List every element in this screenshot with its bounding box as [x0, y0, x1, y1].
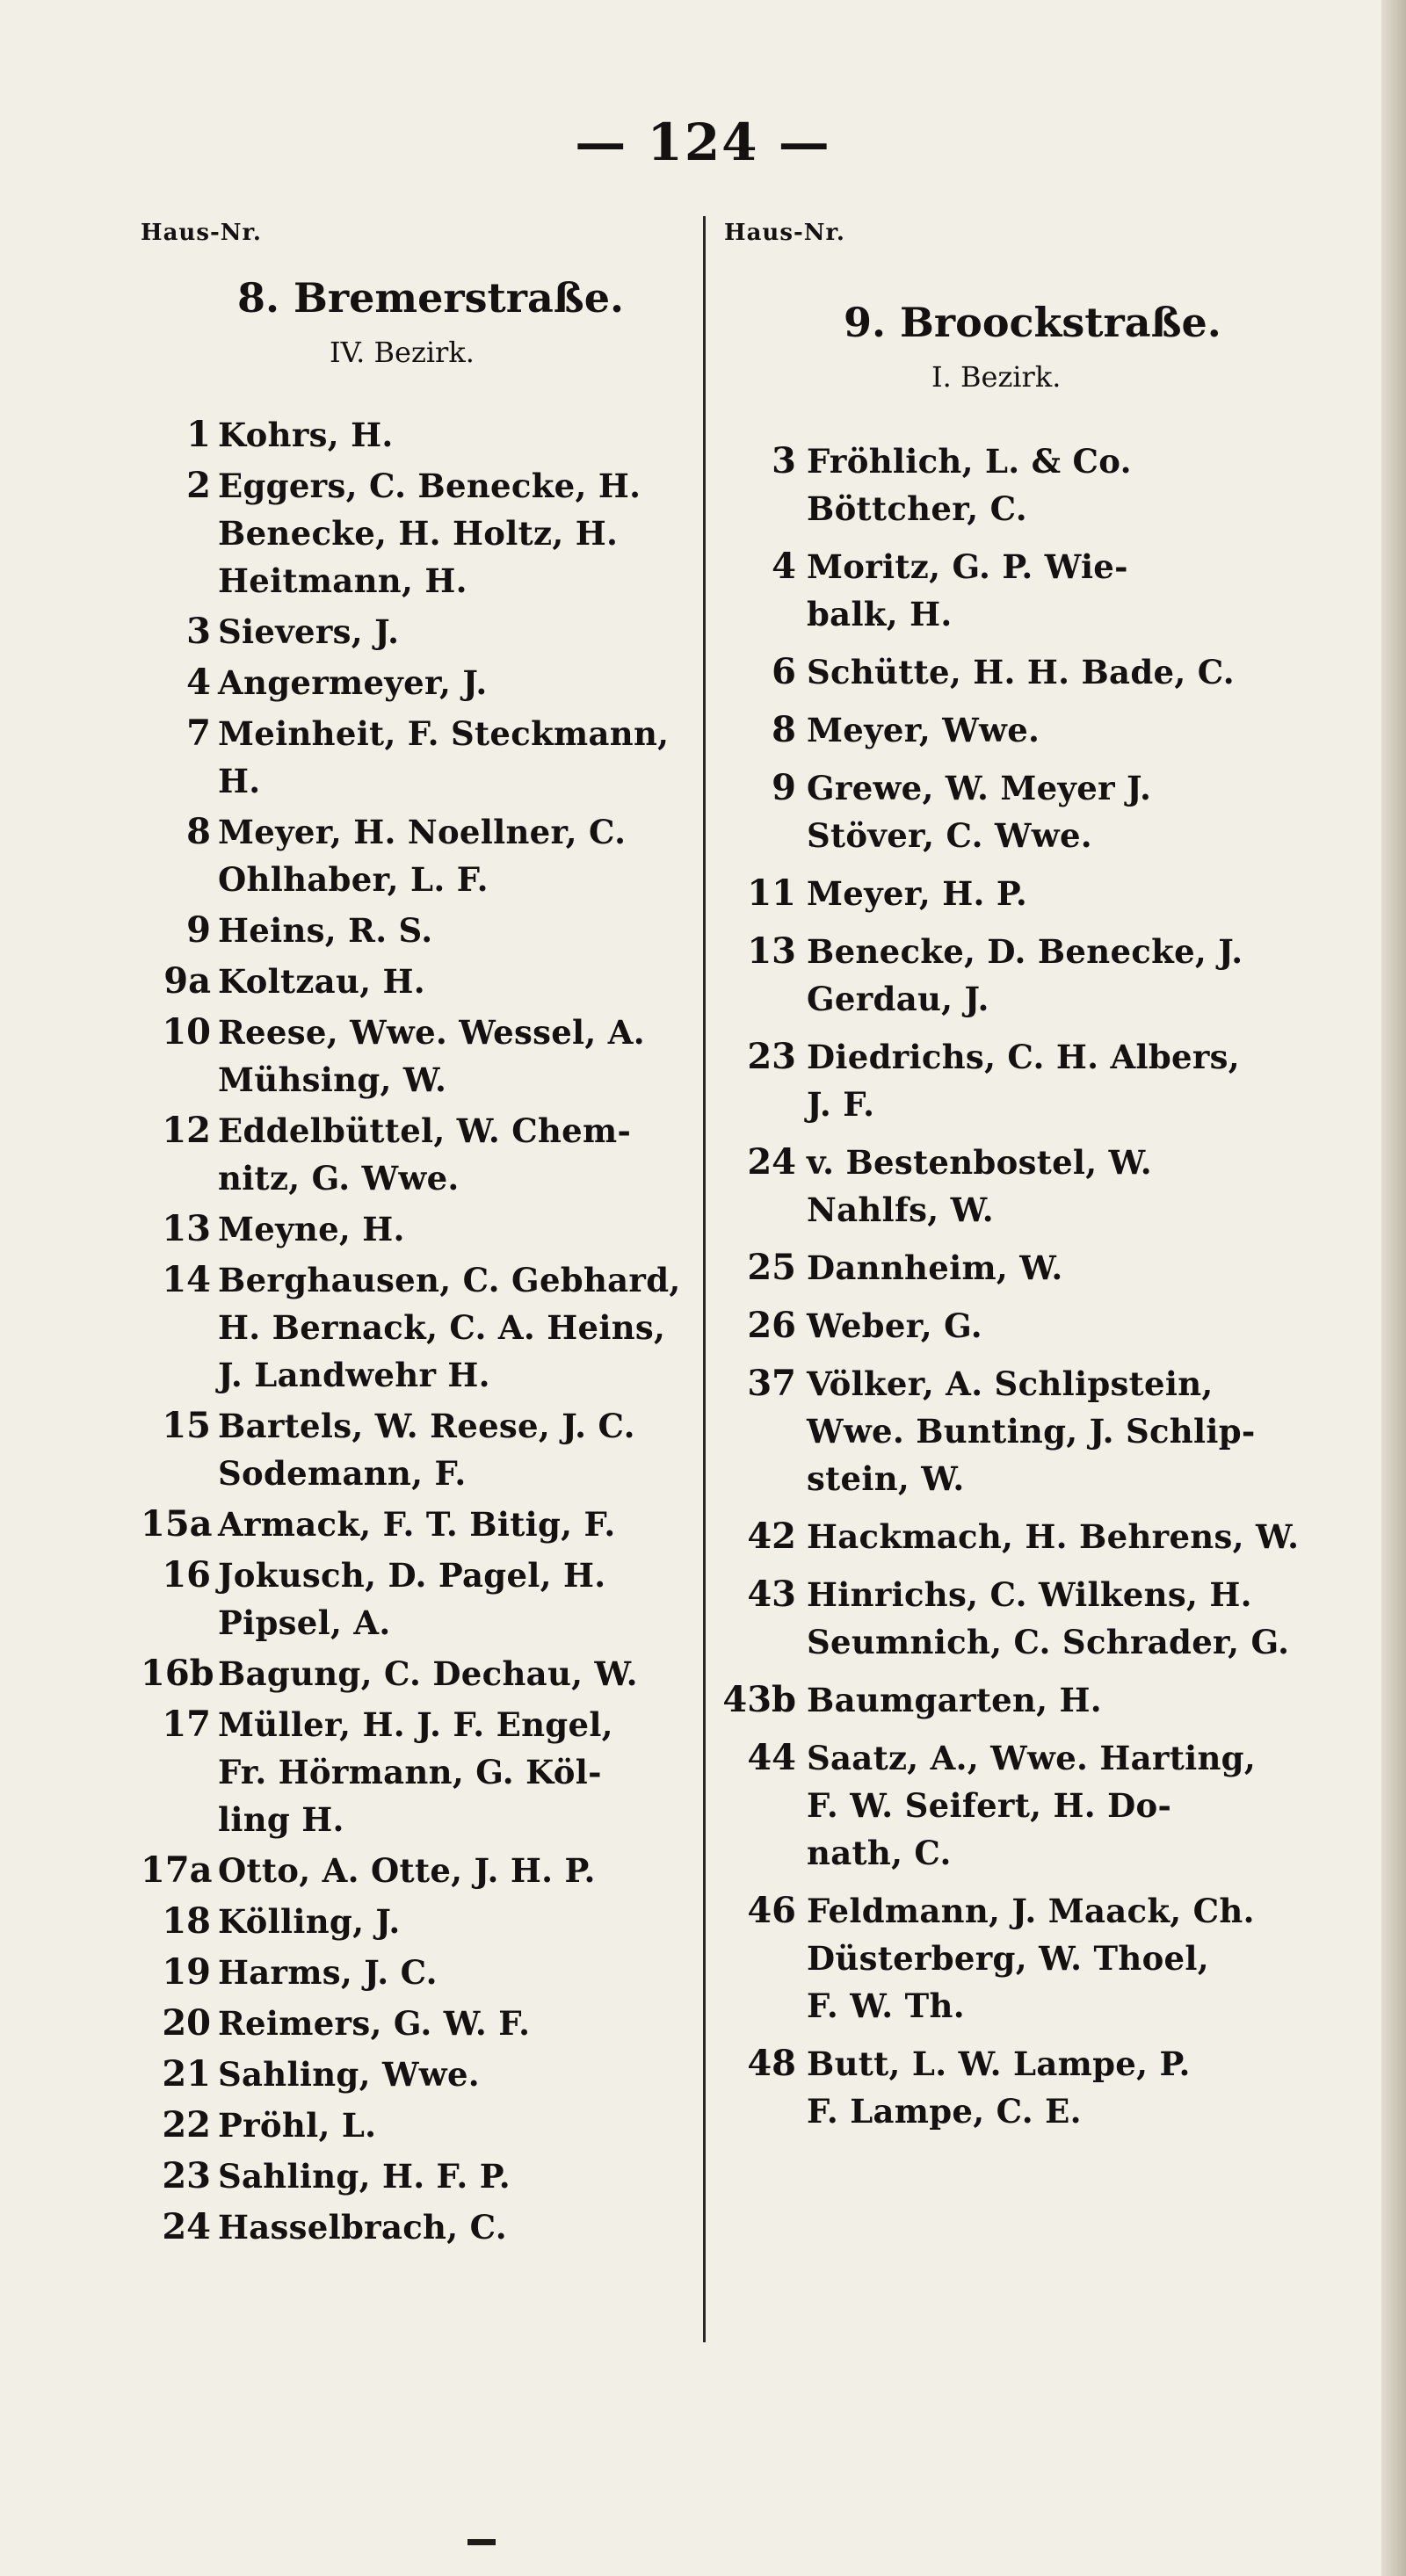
district-label: IV. Bezirk. — [330, 336, 475, 369]
address-entry — [141, 2203, 694, 2251]
address-entry — [712, 928, 1318, 1023]
entry-list — [712, 438, 1318, 2145]
house-number: 24 — [162, 2206, 211, 2247]
column-divider — [703, 216, 706, 2342]
resident-line: Sahling, H. F. P. — [218, 2157, 511, 2196]
address-entry — [141, 2153, 694, 2200]
resident-line: ling H. — [218, 1800, 344, 1839]
resident-names — [218, 1650, 694, 1697]
address-entry — [141, 411, 694, 459]
resident-names — [807, 1139, 1318, 1234]
resident-line: Mühsing, W. — [218, 1060, 447, 1099]
resident-line: Sievers, J. — [218, 612, 400, 651]
house-number: 13 — [747, 930, 796, 972]
resident-names — [218, 411, 694, 459]
resident-line: Reese, Wwe. Wessel, A. — [218, 1013, 645, 1052]
resident-line: Düsterberg, W. Thoel, — [807, 1939, 1209, 1978]
resident-line: Völker, A. Schlipstein, — [807, 1364, 1214, 1403]
resident-line: Sodemann, F. — [218, 1454, 467, 1493]
house-number: 22 — [162, 2104, 211, 2145]
house-number: 43 — [747, 1574, 796, 1615]
house-number: 15 — [162, 1405, 211, 1446]
address-entry — [712, 2040, 1318, 2135]
resident-names — [218, 2203, 694, 2251]
house-number: 42 — [747, 1516, 796, 1557]
resident-line: Bartels, W. Reese, J. C. — [218, 1407, 635, 1445]
resident-line: F. Lampe, C. E. — [807, 2092, 1082, 2131]
address-entry — [141, 808, 694, 903]
resident-line: Otto, A. Otte, J. H. P. — [218, 1851, 596, 1890]
resident-line: Müller, H. J. F. Engel, — [218, 1705, 613, 1744]
house-number: 8 — [186, 811, 211, 852]
house-number: 11 — [747, 872, 796, 914]
resident-line: Armack, F. T. Bitig, F. — [218, 1505, 616, 1544]
resident-line: v. Bestenbostel, W. — [807, 1143, 1152, 1182]
printer-mark — [467, 2539, 496, 2545]
resident-line: Hasselbrach, C. — [218, 2208, 507, 2247]
resident-line: Dannheim, W. — [807, 1248, 1063, 1287]
resident-line: Saatz, A., Wwe. Harting, — [807, 1739, 1257, 1777]
address-entry — [712, 764, 1318, 859]
house-number: 10 — [162, 1011, 211, 1053]
address-entry — [712, 1887, 1318, 2030]
address-entry — [712, 1360, 1318, 1502]
address-entry — [141, 1107, 694, 1202]
resident-line: Bagung, C. Dechau, W. — [218, 1654, 638, 1693]
resident-names — [218, 1107, 694, 1202]
house-number: 7 — [186, 713, 211, 754]
resident-names — [807, 1244, 1318, 1292]
address-entry — [141, 1898, 694, 1945]
page-edge — [1381, 0, 1406, 2576]
house-number: 26 — [747, 1305, 796, 1346]
resident-names — [807, 706, 1318, 754]
resident-names — [807, 870, 1318, 917]
address-entry — [712, 1571, 1318, 1666]
resident-names — [218, 2000, 694, 2047]
resident-line: Meyer, Wwe. — [807, 711, 1040, 749]
entry-list — [141, 411, 694, 2254]
resident-line: Böttcher, C. — [807, 489, 1027, 528]
resident-line: Benecke, D. Benecke, J. — [807, 932, 1243, 971]
resident-line: Diedrichs, C. H. Albers, — [807, 1038, 1240, 1076]
resident-line: Pröhl, L. — [218, 2106, 377, 2145]
resident-names — [807, 2040, 1318, 2135]
resident-line: Heitmann, H. — [218, 561, 467, 600]
house-number: 20 — [162, 2002, 211, 2044]
resident-names — [218, 808, 694, 903]
resident-names — [218, 2153, 694, 2200]
house-number: 3 — [186, 611, 211, 652]
resident-line: Reimers, G. W. F. — [218, 2004, 531, 2043]
page-number: — 124 — — [575, 112, 831, 172]
house-number: 25 — [747, 1247, 796, 1288]
resident-names — [218, 1256, 694, 1399]
address-entry — [141, 2102, 694, 2149]
address-entry — [712, 1734, 1318, 1877]
left-column — [141, 0, 694, 2576]
house-number: 9 — [772, 767, 796, 808]
address-entry — [141, 1501, 694, 1548]
address-entry — [141, 1949, 694, 1996]
resident-names — [807, 1887, 1318, 2030]
resident-names — [218, 958, 694, 1005]
street-title: 8. Bremerstraße. — [237, 274, 625, 322]
resident-names — [807, 1033, 1318, 1128]
resident-line: Kohrs, H. — [218, 416, 394, 454]
house-number: 17 — [162, 1704, 211, 1745]
resident-line: Harms, J. C. — [218, 1953, 438, 1992]
resident-line: stein, W. — [807, 1459, 965, 1498]
resident-names — [218, 1701, 694, 1843]
address-entry — [712, 648, 1318, 696]
resident-line: H. — [218, 762, 261, 800]
house-number: 6 — [772, 651, 796, 692]
resident-line: Koltzau, H. — [218, 962, 425, 1001]
resident-line: Seumnich, C. Schrader, G. — [807, 1623, 1290, 1661]
resident-names — [218, 2102, 694, 2149]
address-entry — [712, 543, 1318, 638]
resident-line: Sahling, Wwe. — [218, 2055, 480, 2094]
resident-line: Stöver, C. Wwe. — [807, 816, 1092, 855]
house-number: 4 — [186, 662, 211, 703]
address-entry — [141, 1009, 694, 1103]
resident-line: F. W. Th. — [807, 1986, 965, 2025]
address-entry — [141, 1701, 694, 1843]
resident-line: nath, C. — [807, 1834, 952, 1872]
right-column — [712, 0, 1318, 2576]
house-number-header: Haus-Nr. — [724, 220, 845, 246]
address-entry — [141, 2051, 694, 2098]
address-entry — [141, 958, 694, 1005]
house-number: 14 — [162, 1259, 211, 1300]
house-number: 48 — [747, 2043, 796, 2084]
resident-line: J. F. — [807, 1085, 875, 1124]
resident-names — [807, 1360, 1318, 1502]
house-number: 43b — [722, 1679, 796, 1720]
address-entry — [141, 1402, 694, 1497]
house-number: 21 — [162, 2053, 211, 2095]
resident-line: Heins, R. S. — [218, 911, 433, 950]
resident-names — [218, 462, 694, 604]
address-entry — [141, 462, 694, 604]
resident-names — [807, 543, 1318, 638]
district-label: I. Bezirk. — [931, 360, 1062, 394]
resident-names — [807, 648, 1318, 696]
resident-names — [807, 1734, 1318, 1877]
house-number: 19 — [162, 1951, 211, 1993]
resident-names — [807, 1513, 1318, 1560]
house-number: 16 — [162, 1554, 211, 1596]
address-entry — [712, 1676, 1318, 1724]
resident-line: J. Landwehr H. — [218, 1356, 490, 1394]
resident-line: Meyer, H. P. — [807, 874, 1028, 913]
house-number: 16b — [141, 1653, 214, 1694]
resident-names — [218, 608, 694, 655]
address-entry — [141, 907, 694, 954]
address-entry — [712, 1302, 1318, 1350]
resident-line: Angermeyer, J. — [218, 663, 488, 702]
street-title: 9. Broockstraße. — [844, 299, 1221, 346]
house-number: 18 — [162, 1900, 211, 1942]
resident-line: Hinrichs, C. Wilkens, H. — [807, 1575, 1252, 1614]
house-number-header: Haus-Nr. — [141, 220, 262, 246]
resident-line: Grewe, W. Meyer J. — [807, 769, 1152, 807]
resident-names — [218, 710, 694, 805]
address-entry — [141, 2000, 694, 2047]
address-entry — [712, 1244, 1318, 1292]
resident-line: Nahlfs, W. — [807, 1190, 994, 1229]
resident-line: Butt, L. W. Lampe, P. — [807, 2044, 1191, 2083]
house-number: 44 — [747, 1737, 796, 1778]
address-entry — [141, 1847, 694, 1894]
resident-line: F. W. Seifert, H. Do- — [807, 1786, 1172, 1825]
address-entry — [141, 608, 694, 655]
resident-line: Weber, G. — [807, 1306, 982, 1345]
resident-names — [218, 1847, 694, 1894]
resident-names — [218, 1501, 694, 1548]
resident-names — [218, 1949, 694, 1996]
house-number: 13 — [162, 1208, 211, 1249]
house-number: 37 — [747, 1363, 796, 1404]
resident-line: Hackmach, H. Behrens, W. — [807, 1517, 1300, 1556]
resident-line: Ohlhaber, L. F. — [218, 860, 489, 899]
house-number: 9 — [186, 909, 211, 951]
resident-line: Meyer, H. Noellner, C. — [218, 813, 627, 851]
address-entry — [712, 1513, 1318, 1560]
resident-line: Kölling, J. — [218, 1902, 401, 1941]
resident-names — [807, 1676, 1318, 1724]
resident-line: Baumgarten, H. — [807, 1681, 1102, 1719]
resident-line: balk, H. — [807, 595, 953, 633]
address-entry — [141, 710, 694, 805]
resident-names — [218, 1552, 694, 1646]
resident-line: Fr. Hörmann, G. Köl- — [218, 1753, 602, 1791]
resident-names — [218, 659, 694, 706]
house-number: 24 — [747, 1141, 796, 1183]
house-number: 2 — [186, 465, 211, 506]
resident-line: Pipsel, A. — [218, 1603, 391, 1642]
resident-names — [807, 764, 1318, 859]
resident-line: Moritz, G. P. Wie- — [807, 547, 1128, 586]
resident-line: Benecke, H. Holtz, H. — [218, 514, 619, 553]
house-number: 8 — [772, 709, 796, 750]
resident-line: Fröhlich, L. & Co. — [807, 442, 1132, 481]
resident-line: Jokusch, D. Pagel, H. — [218, 1556, 606, 1595]
resident-line: Meyne, H. — [218, 1210, 405, 1248]
address-entry — [712, 706, 1318, 754]
house-number: 3 — [772, 440, 796, 481]
address-entry — [141, 1256, 694, 1399]
house-number: 15a — [141, 1503, 213, 1545]
resident-names — [807, 928, 1318, 1023]
resident-line: nitz, G. Wwe. — [218, 1159, 460, 1198]
house-number: 9a — [163, 960, 211, 1002]
address-entry — [712, 1033, 1318, 1128]
resident-names — [218, 1898, 694, 1945]
house-number: 23 — [162, 2155, 211, 2196]
resident-names — [218, 1205, 694, 1253]
resident-names — [807, 1571, 1318, 1666]
resident-line: Gerdau, J. — [807, 980, 989, 1018]
house-number: 4 — [772, 546, 796, 587]
resident-line: Meinheit, F. Steckmann, — [218, 714, 670, 753]
resident-names — [218, 1402, 694, 1497]
resident-line: Feldmann, J. Maack, Ch. — [807, 1892, 1255, 1930]
resident-names — [218, 907, 694, 954]
house-number: 46 — [747, 1890, 796, 1931]
house-number: 17a — [141, 1849, 213, 1891]
address-entry — [141, 1650, 694, 1697]
address-entry — [712, 870, 1318, 917]
resident-names — [807, 438, 1318, 532]
address-entry — [141, 659, 694, 706]
resident-names — [807, 1302, 1318, 1350]
resident-line: Berghausen, C. Gebhard, — [218, 1261, 681, 1299]
house-number: 12 — [162, 1110, 211, 1151]
house-number: 1 — [186, 414, 211, 455]
resident-line: Eddelbüttel, W. Chem- — [218, 1111, 632, 1150]
resident-line: Wwe. Bunting, J. Schlip- — [807, 1412, 1256, 1451]
address-entry — [141, 1552, 694, 1646]
house-number: 23 — [747, 1036, 796, 1077]
resident-names — [218, 1009, 694, 1103]
address-entry — [141, 1205, 694, 1253]
resident-line: Eggers, C. Benecke, H. — [218, 467, 641, 505]
address-entry — [712, 1139, 1318, 1234]
address-entry — [712, 438, 1318, 532]
resident-names — [218, 2051, 694, 2098]
resident-line: H. Bernack, C. A. Heins, — [218, 1308, 666, 1347]
resident-line: Schütte, H. H. Bade, C. — [807, 653, 1235, 691]
